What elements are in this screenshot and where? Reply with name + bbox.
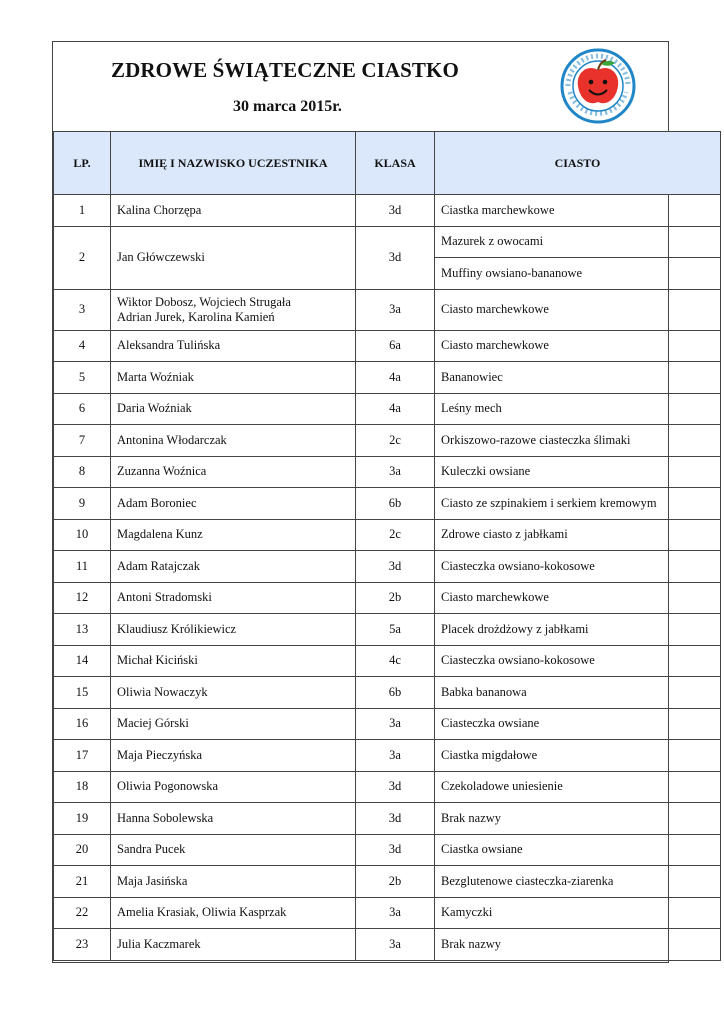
cake-name: Brak nazwy — [435, 929, 721, 961]
table-header-row — [54, 132, 721, 195]
cake-name: Brak nazwy — [435, 803, 721, 835]
participant-name: Sandra Pucek — [111, 834, 356, 866]
participant-name: Magdalena Kunz — [111, 519, 356, 551]
table-row — [54, 834, 721, 866]
row-number: 13 — [54, 614, 111, 646]
participant-name: Amelia Krasiak, Oliwia Kasprzak — [111, 897, 356, 929]
row-number: 5 — [54, 362, 111, 394]
table-row — [54, 519, 721, 551]
column-header-klasa: KLASA — [356, 132, 435, 195]
row-number: 14 — [54, 645, 111, 677]
participant-name: Kalina Chorzępa — [111, 195, 356, 227]
class: 3a — [356, 289, 435, 330]
table-row — [54, 897, 721, 929]
cake-name: Leśny mech — [435, 393, 721, 425]
class: 4a — [356, 362, 435, 394]
table-row — [54, 677, 721, 709]
participant-name-line: Adrian Jurek, Karolina Kamień — [117, 309, 275, 324]
participant-name-line: Wiktor Dobosz, Wojciech Strugała — [117, 294, 291, 309]
table-row — [54, 330, 721, 362]
table-row — [54, 551, 721, 583]
table-row — [54, 929, 721, 961]
participant-name: Jan Główczewski — [111, 226, 356, 289]
class: 3d — [356, 771, 435, 803]
cake-name: Bezglutenowe ciasteczka-ziarenka — [435, 866, 721, 898]
table-row — [54, 226, 721, 258]
row-number: 17 — [54, 740, 111, 772]
class: 5a — [356, 614, 435, 646]
cake-name: Ciastka migdałowe — [435, 740, 721, 772]
class: 4c — [356, 645, 435, 677]
class: 3d — [356, 195, 435, 227]
table-row — [54, 362, 721, 394]
cake-name: Ciasteczka owsiano-kokosowe — [435, 645, 721, 677]
table-row — [54, 488, 721, 520]
table-row — [54, 393, 721, 425]
participant-name: Oliwia Nowaczyk — [111, 677, 356, 709]
participant-name: Michał Kiciński — [111, 645, 356, 677]
row-number: 7 — [54, 425, 111, 457]
cake-name: Zdrowe ciasto z jabłkami — [435, 519, 721, 551]
class: 3d — [356, 834, 435, 866]
row-number: 18 — [54, 771, 111, 803]
row-number: 16 — [54, 708, 111, 740]
row-number: 10 — [54, 519, 111, 551]
row-number: 19 — [54, 803, 111, 835]
cake-name: Ciasto marchewkowe — [435, 582, 721, 614]
class: 3a — [356, 708, 435, 740]
row-number: 3 — [54, 289, 111, 330]
class: 6b — [356, 677, 435, 709]
column-header-ciasto: CIASTO — [435, 132, 721, 195]
table-row — [54, 708, 721, 740]
class: 3a — [356, 456, 435, 488]
table-row — [54, 803, 721, 835]
table-row — [54, 195, 721, 227]
table-row — [54, 645, 721, 677]
class: 3a — [356, 740, 435, 772]
cake-name: Ciastka marchewkowe — [435, 195, 721, 227]
cake-name: Mazurek z owocami — [435, 226, 721, 258]
cake-name: Babka bananowa — [435, 677, 721, 709]
participant-name: Aleksandra Tulińska — [111, 330, 356, 362]
class: 3a — [356, 897, 435, 929]
row-number: 12 — [54, 582, 111, 614]
cake-name: Ciastka owsiane — [435, 834, 721, 866]
cake-name: Bananowiec — [435, 362, 721, 394]
participant-name: Maja Jasińska — [111, 866, 356, 898]
participant-name: Klaudiusz Królikiewicz — [111, 614, 356, 646]
table-row — [54, 582, 721, 614]
cake-name: Czekoladowe uniesienie — [435, 771, 721, 803]
document-header — [53, 42, 668, 131]
page-title: ZDROWE ŚWIĄTECZNE CIASTKO — [111, 58, 459, 82]
document-sheet — [52, 41, 669, 963]
class: 3d — [356, 803, 435, 835]
cake-name: Muffiny owsiano-bananowe — [435, 258, 721, 290]
participant-name — [111, 289, 356, 330]
participant-name: Marta Woźniak — [111, 362, 356, 394]
table-row — [54, 866, 721, 898]
participant-name: Maja Pieczyńska — [111, 740, 356, 772]
table-row — [54, 771, 721, 803]
class: 2b — [356, 866, 435, 898]
column-header-name: IMIĘ I NAZWISKO UCZESTNIKA — [111, 132, 356, 195]
cake-name: Ciasto marchewkowe — [435, 289, 721, 330]
participant-name: Adam Boroniec — [111, 488, 356, 520]
participant-name: Antonina Włodarczak — [111, 425, 356, 457]
table-row — [54, 289, 721, 330]
participant-name: Zuzanna Woźnica — [111, 456, 356, 488]
participant-name: Julia Kaczmarek — [111, 929, 356, 961]
class: 4a — [356, 393, 435, 425]
class: 3a — [356, 929, 435, 961]
cake-name: Ciasto marchewkowe — [435, 330, 721, 362]
participant-name: Maciej Górski — [111, 708, 356, 740]
cake-name: Ciasteczka owsiane — [435, 708, 721, 740]
row-number: 8 — [54, 456, 111, 488]
participant-name: Oliwia Pogonowska — [111, 771, 356, 803]
event-date: 30 marca 2015r. — [233, 98, 342, 115]
class: 3d — [356, 551, 435, 583]
participant-name: Adam Ratajczak — [111, 551, 356, 583]
row-number: 1 — [54, 195, 111, 227]
class: 2c — [356, 519, 435, 551]
class: 2b — [356, 582, 435, 614]
row-number: 21 — [54, 866, 111, 898]
school-logo-icon — [560, 48, 636, 124]
row-number: 15 — [54, 677, 111, 709]
row-number: 11 — [54, 551, 111, 583]
table-row — [54, 425, 721, 457]
cake-name: Kamyczki — [435, 897, 721, 929]
participant-name: Daria Woźniak — [111, 393, 356, 425]
row-number: 20 — [54, 834, 111, 866]
cake-name: Ciasteczka owsiano-kokosowe — [435, 551, 721, 583]
table-row — [54, 740, 721, 772]
cake-name: Kuleczki owsiane — [435, 456, 721, 488]
table-row — [54, 456, 721, 488]
row-number: 6 — [54, 393, 111, 425]
cake-name: Ciasto ze szpinakiem i serkiem kremowym — [435, 488, 721, 520]
class: 6b — [356, 488, 435, 520]
row-number: 23 — [54, 929, 111, 961]
class: 3d — [356, 226, 435, 289]
table-row — [54, 614, 721, 646]
column-header-lp: LP. — [54, 132, 111, 195]
row-number: 4 — [54, 330, 111, 362]
participant-name: Hanna Sobolewska — [111, 803, 356, 835]
class: 6a — [356, 330, 435, 362]
row-number: 9 — [54, 488, 111, 520]
cake-name: Orkiszowo-razowe ciasteczka ślimaki — [435, 425, 721, 457]
row-number: 2 — [54, 226, 111, 289]
row-number: 22 — [54, 897, 111, 929]
participant-name: Antoni Stradomski — [111, 582, 356, 614]
class: 2c — [356, 425, 435, 457]
participants-table — [53, 131, 721, 961]
cake-name: Placek drożdżowy z jabłkami — [435, 614, 721, 646]
